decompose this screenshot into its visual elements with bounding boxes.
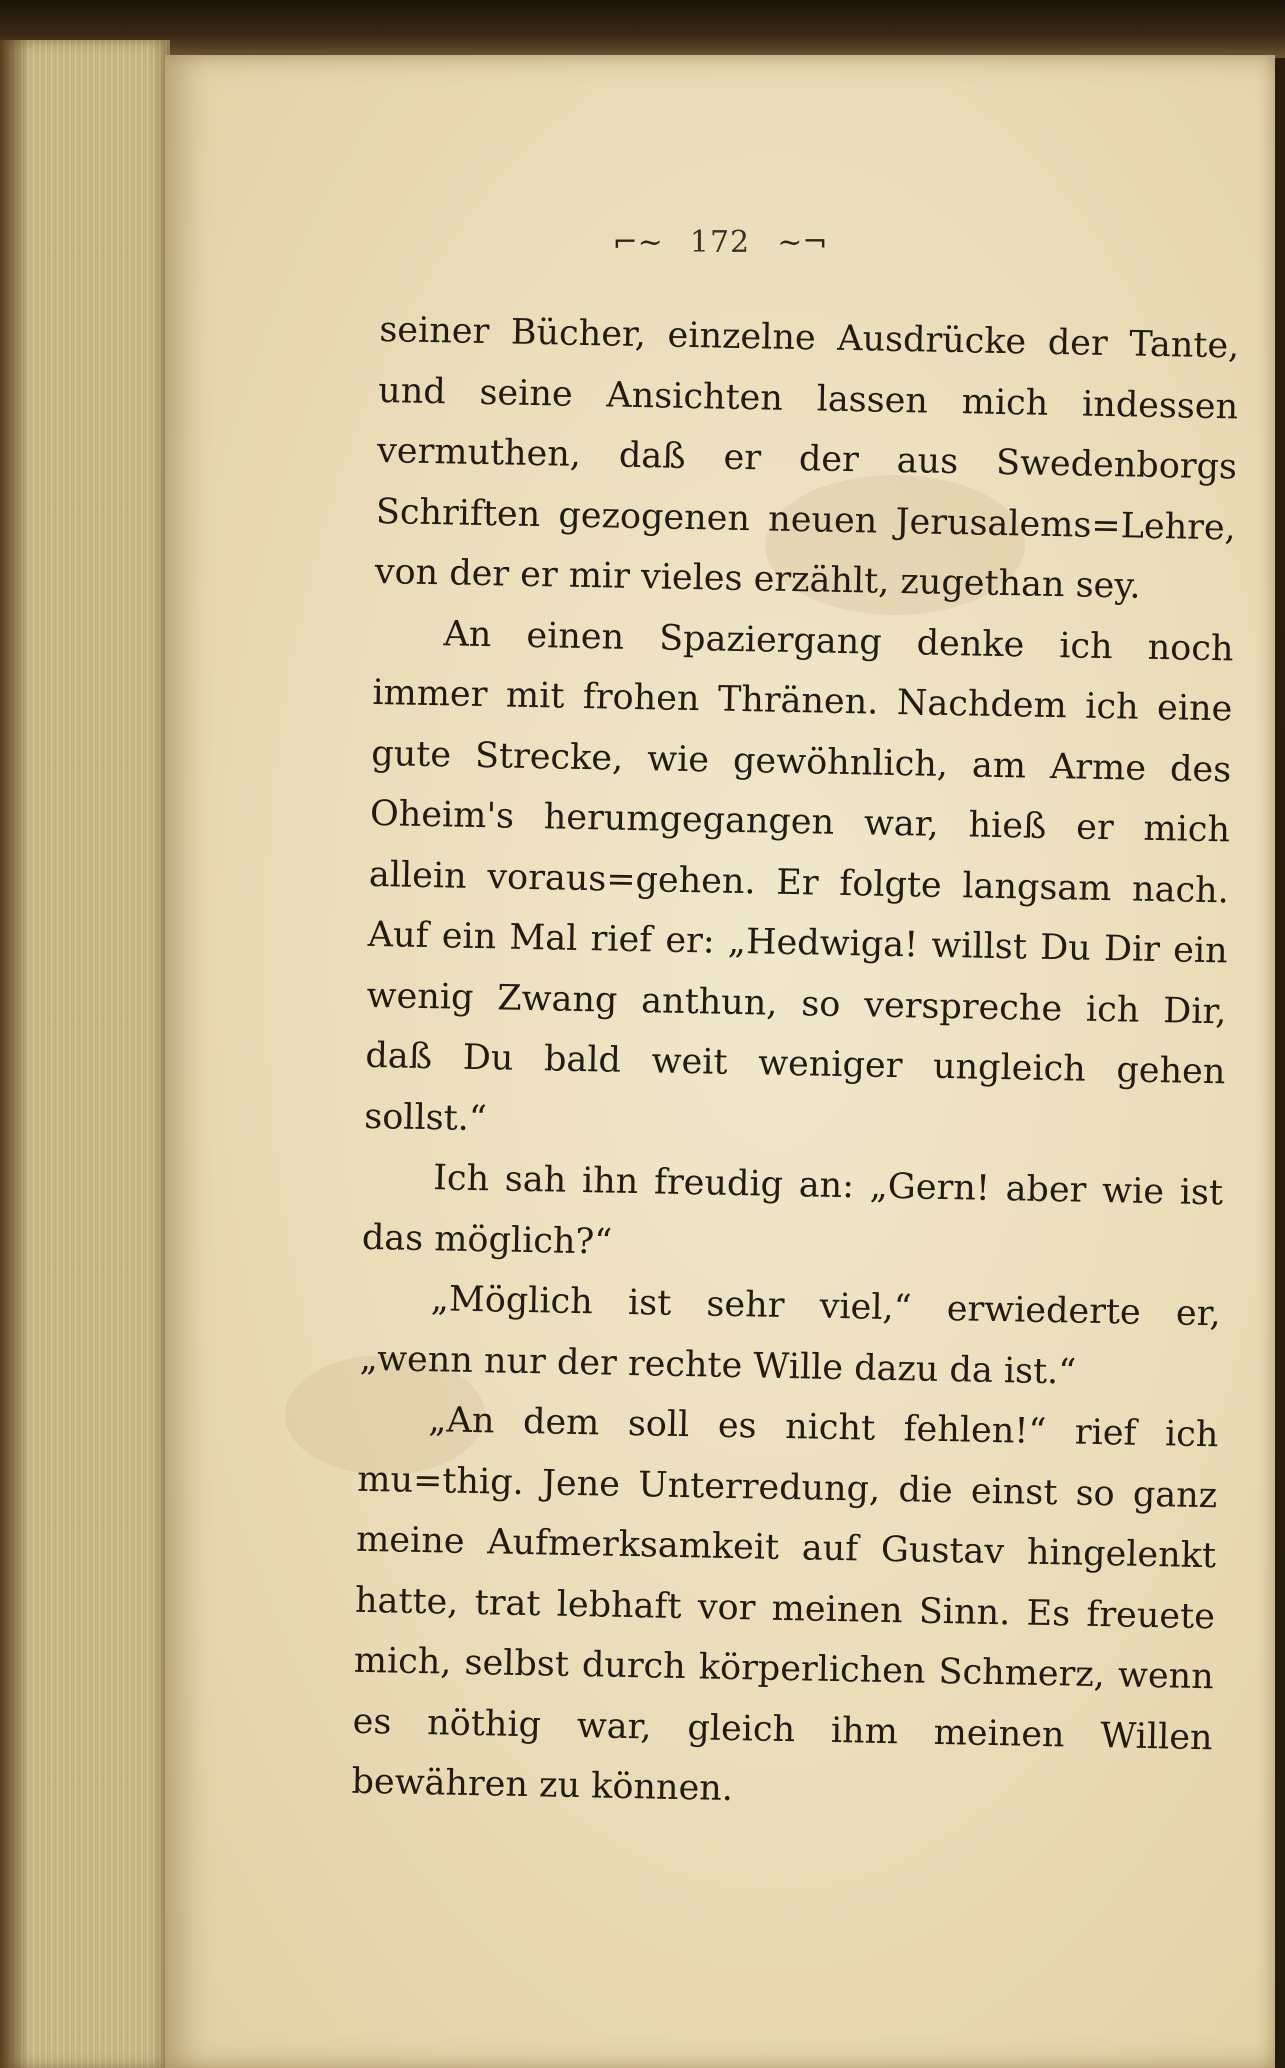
paragraph: Ich sah ihn freudig an: „Gern! aber wie ist das möglich?“ (361, 1158, 1224, 1263)
paragraph: „An dem soll es nicht fehlen!“ rief ich mu=thig. Jene Unterredung, die einst so ganz meine Aufmerksamkeit auf Gustav hingelenkt hatte, trat lebhaft vor meinen Sinn. Es freuete mich, selbst durch körperlichen Schmerz, wenn es nöthig war, gleich ihm meinen Willen bewähren zu können. (351, 1400, 1219, 1810)
page-number: 172 (689, 225, 751, 260)
body-text (351, 300, 1240, 1829)
ornament-right-icon: ~¬ (777, 225, 828, 260)
page-header (165, 225, 1275, 260)
page-edges-stack (0, 40, 170, 2068)
paragraph: An einen Spaziergang denke ich noch immer mit frohen Thränen. Nachdem ich eine gute Strecke, wie gewöhnlich, am Arme des Oheim's herumgegangen war, hieß er mich allein voraus=gehen. Er folgte langsam nach. Auf ein Mal rief er: „Hedwiga! willst Du Dir ein wenig Zwang anthun, so verspreche ich Dir, daß Du bald weit weniger ungleich gehen sollst.“ (363, 613, 1234, 1139)
ornament-left-icon: ⌐~ (612, 225, 663, 260)
book-binding-edge (0, 0, 1285, 58)
paragraph: „Möglich ist sehr viel,“ erwiederte er, „wenn nur der rechte Wille dazu da ist.“ (359, 1279, 1222, 1393)
book-page (165, 55, 1275, 2068)
paragraph-continued: seiner Bücher, einzelne Ausdrücke der Tante, und seine Ansichten lassen mich indessen vermuthen, daß er der aus Swedenborgs Schriften gezogenen neuen Jerusalems=Lehre, von der er mir vieles erzählt, zugethan sey. (374, 309, 1240, 607)
